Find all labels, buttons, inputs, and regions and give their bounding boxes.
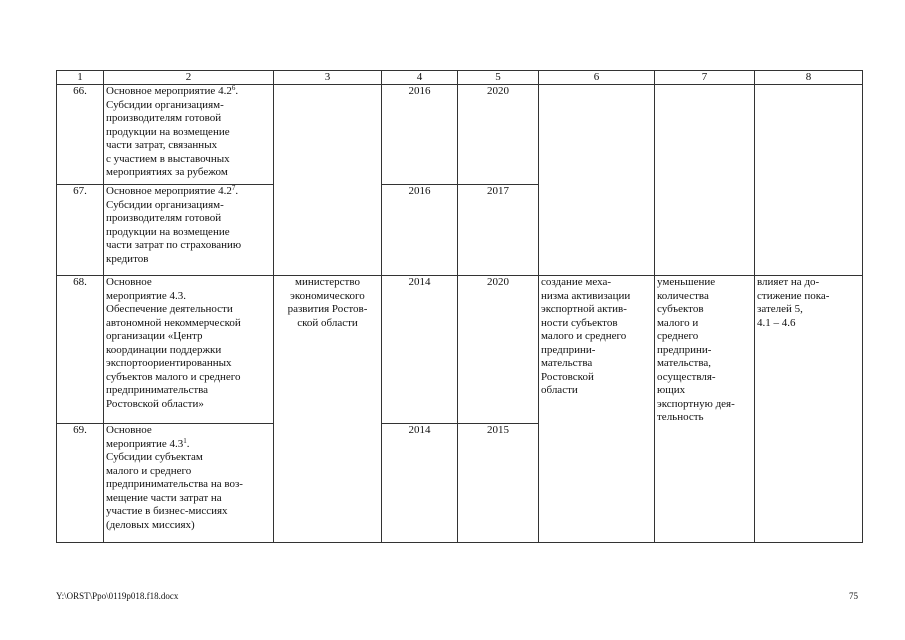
end-year: 2020 (458, 85, 539, 185)
expected-result-cell (539, 276, 655, 543)
executor-cell (274, 276, 382, 543)
executor-line: экономического (290, 289, 365, 302)
measure-line: экспортоориентированных (106, 357, 232, 369)
measure-line: предпринимательства на воз- (106, 478, 243, 490)
header-cell: 5 (458, 71, 539, 85)
measure-title: Основное (106, 424, 152, 436)
result-line: низма активизации (541, 289, 631, 302)
indicator-line: влияет на до- (757, 276, 820, 288)
executor-line: развития Ростов- (287, 303, 368, 315)
indicator-cell-empty (755, 85, 863, 276)
measure-line: продукции на возмещение (106, 225, 230, 238)
measure-title: Основное мероприятие $4.2^6$. (106, 84, 239, 97)
executor-line: министерство (294, 276, 360, 288)
header-cell: 2 (104, 71, 274, 85)
footer-file-path: Y:\ORST\Ppo\0119p018.f18.docx (56, 591, 179, 601)
measure-line: Субсидии субъектам (106, 451, 203, 463)
consequence-line: осуществля- (657, 370, 716, 383)
start-year: 2016 (382, 185, 458, 276)
header-cell: 4 (382, 71, 458, 85)
measure-line: автономной некоммерческой (106, 316, 241, 329)
row-number: 68. (57, 276, 104, 424)
consequence-line: уменьшение (657, 276, 716, 288)
measure-title: Основное мероприятие $4.2^7$. (106, 184, 239, 197)
measure-line: Субсидии организациям- (106, 198, 224, 211)
row-number: 67. (57, 185, 104, 276)
measure-line: мещение части затрат на (106, 491, 222, 504)
consequence-line: экспортную дея- (657, 397, 735, 410)
measure-line: малого и среднего (106, 464, 192, 477)
consequence-cell-empty (655, 85, 755, 276)
measure-description (104, 424, 274, 543)
table-row (57, 85, 863, 185)
row-number: 66. (57, 85, 104, 185)
consequence-line: малого и (657, 316, 699, 329)
header-cell: 8 (755, 71, 863, 85)
measure-line: (деловых миссиях) (106, 518, 195, 531)
result-line: малого и среднего (541, 330, 627, 342)
measure-line: участие в бизнес-миссиях (106, 505, 228, 517)
measure-line: кредитов (106, 252, 149, 265)
result-line: ности субъектов (541, 316, 618, 329)
measure-line: координации поддержки (106, 343, 222, 356)
consequence-cell (655, 276, 755, 543)
result-line: создание меха- (541, 276, 612, 288)
measure-line: предпринимательства (106, 384, 209, 396)
page-number: 75 (849, 591, 858, 601)
measure-title: мероприятие $4.3^1$. (106, 436, 190, 450)
header-cell: 7 (655, 71, 755, 85)
header-cell: 1 (57, 71, 104, 85)
header-row (57, 71, 863, 85)
measure-line: мероприятиях за рубежом (106, 166, 228, 178)
measure-line: части затрат по страхованию (106, 239, 242, 251)
measure-line: продукции на возмещение (106, 125, 230, 138)
measure-line: мероприятие 4.3. (106, 289, 187, 302)
end-year: 2017 (458, 185, 539, 276)
measure-line: Обеспечение деятельности (106, 303, 233, 315)
consequence-line: предприни- (657, 343, 712, 356)
result-line: области (541, 384, 578, 396)
end-year: 2015 (458, 424, 539, 543)
measure-description (104, 85, 274, 185)
measure-line: Ростовской области» (106, 397, 204, 410)
consequence-line: ющих (657, 384, 686, 396)
program-table (56, 70, 863, 543)
result-line: Ростовской (541, 370, 594, 383)
measure-description (104, 276, 274, 424)
measure-line: части затрат, связанных (106, 139, 218, 151)
measure-line: Основное (106, 276, 152, 288)
consequence-line: мательства, (657, 357, 712, 369)
header-cell: 3 (274, 71, 382, 85)
header-cell: 6 (539, 71, 655, 85)
measure-line: субъектов малого и среднего (106, 370, 241, 383)
result-cell-empty (539, 85, 655, 276)
measure-line: производителям готовой (106, 212, 222, 224)
executor-cell-empty (274, 85, 382, 276)
result-line: предприни- (541, 343, 596, 356)
measure-line: Субсидии организациям- (106, 98, 224, 111)
start-year: 2014 (382, 276, 458, 424)
indicator-line: зателей 5, (757, 303, 803, 315)
consequence-line: среднего (657, 330, 699, 342)
consequence-line: количества (657, 289, 709, 302)
result-line: мательства (541, 357, 593, 369)
measure-line: организации «Центр (106, 330, 203, 342)
indicator-line: 4.1 – 4.6 (757, 316, 796, 329)
measure-description (104, 185, 274, 276)
measure-line: производителям готовой (106, 112, 222, 124)
table-row (57, 276, 863, 424)
start-year: 2016 (382, 85, 458, 185)
indicator-line: стижение пока- (757, 289, 830, 302)
result-line: экспортной актив- (541, 303, 627, 315)
measure-line: с участием в выставочных (106, 152, 230, 165)
consequence-line: тельность (657, 411, 704, 423)
executor-line: ской области (297, 316, 358, 329)
end-year: 2020 (458, 276, 539, 424)
row-number: 69. (57, 424, 104, 543)
consequence-line: субъектов (657, 303, 704, 315)
indicator-cell (755, 276, 863, 543)
start-year: 2014 (382, 424, 458, 543)
